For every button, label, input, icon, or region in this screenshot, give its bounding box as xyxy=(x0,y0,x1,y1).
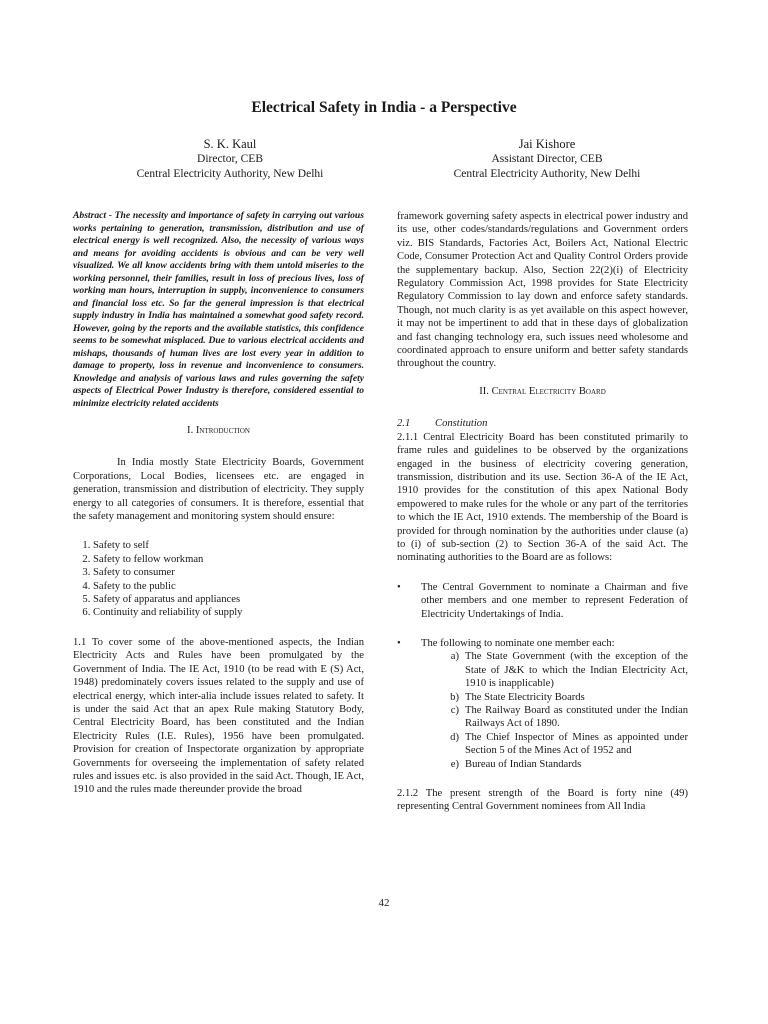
section-heading-introduction: I. Introduction xyxy=(187,425,250,436)
sub-item-letter: e) xyxy=(450,758,459,770)
sub-item-text: The Chief Inspector of Mines as appointed under Section 5 of the Mines Act of 1952 and xyxy=(465,731,688,757)
subsection-heading xyxy=(397,417,688,430)
safety-needs-list xyxy=(73,539,364,619)
list-item: 2. Safety to fellow workman xyxy=(93,553,364,566)
sub-item-text: The Railway Board as constituted under the Indian Railways Act of 1890. xyxy=(465,705,688,730)
sub-list-item xyxy=(421,731,688,758)
nominating-authorities-list xyxy=(397,581,688,771)
author-org: Central Electricity Authority, New Delhi xyxy=(136,168,324,180)
sub-item-letter: b) xyxy=(450,691,459,703)
author-org: Central Electricity Authority, New Delhi xyxy=(453,168,641,180)
sub-item-letter: c) xyxy=(450,705,459,716)
sub-list-item xyxy=(421,650,688,690)
list-item: 1. Safety to self xyxy=(93,539,364,552)
bullet-text: The following to nominate one member each: xyxy=(421,637,615,649)
author-block-1 xyxy=(80,137,380,182)
section-heading-central-electricity-board: II. Central Electricity Board xyxy=(479,385,606,397)
subsection-title: Constitution xyxy=(435,418,488,430)
sub-list-item xyxy=(421,691,688,704)
right-column xyxy=(397,210,688,814)
sub-list-item xyxy=(421,704,688,731)
continued-paragraph: framework governing safety aspects in electrical power industry and its use, other codes/standards/regulations and Government orders viz. BIS Standards, Factories Act, Boilers Act, National Electric Code, Consumer Protection Act and Quality Control Orders provide the supplementary backup. Also, Section 22(2)(i) of Electricity Regulatory Commission Act, 1998 provides for State Electricity Regulatory Commission to lay down and enforce safety standards. Though, not much clarity is as yet available on this aspect however, it may not be impertinent to add that in these days of globalization and fast changing technology era, such issues need wholesome and coordinated approach to ensure uniform and better safety standards throughout the country. xyxy=(397,211,688,370)
sub-list xyxy=(421,650,688,771)
bullet-icon: • xyxy=(397,581,401,593)
author-name: S. K. Kaul xyxy=(203,137,257,151)
list-item: 4. Safety to the public xyxy=(93,580,364,593)
list-item xyxy=(397,637,688,771)
author-block-2 xyxy=(400,137,694,182)
author-name: Jai Kishore xyxy=(518,137,576,151)
author-role: Director, CEB xyxy=(197,153,263,165)
sub-item-text: The State Electricity Boards xyxy=(465,691,585,703)
intro-paragraph: In India mostly State Electricity Boards, Government Corporations, Local Bodies, licensees etc. are engaged in generation, transmission and distribution of electricity. They supply energy to all categories of consumers. It is therefore, essential that the safety management and monitoring system should ensure: xyxy=(73,457,364,523)
sub-list-item xyxy=(421,758,688,771)
bullet-icon: • xyxy=(397,637,401,649)
bullet-body xyxy=(421,637,688,771)
abstract: Abstract - The necessity and importance of safety in carrying out various works pertaining to generation, transmission, distribution and use of electrical energy is well recognized. Also, the necessity of various ways and means for avoiding accidents is obvious and can be very well visualized. We all know accidents bring with them untold miseries to the working personnel, their families, result in loss of precious lives, loss of working man hours, interruption in supply, inconvenience to consumers and financial loss etc. So far the general impression is that electrical supply industry in India has maintained a somewhat good safety record. However, going by the reports and the available statistics, this confidence seems to be somewhat misplaced. Due to various electrical accidents and mishaps, thousands of human lives are lost every year in addition to damage to property, loss in revenue and inconvenience to consumers. Knowledge and analysis of various laws and rules governing the safety aspects of Electrical Power Industry is therefore, considered essential to minimize electricity related accidents xyxy=(73,210,364,409)
paragraph-1-1: 1.1 To cover some of the above-mentioned aspects, the Indian Electricity Acts and Rules have been promulgated by the Government of India. The IE Act, 1910 (to be read with E (S) Act, 1948) predominately covers issues related to the supply and use of electrical energy, which inter-alia include issues related to safety. It is under the said Act that an apex Rule making Statutory Body, Central Electricity Board, has been constituted and the Indian Electricity Rules (I.E. Rules), 1956 have been promulgated. Provision for creation of Inspectorate organization by appropriate Governments for overseeing the implementation of safety related rules and issues etc. is also provided in the said Act. Though, IE Act, 1910 and the rules made thereunder provide the broad xyxy=(73,636,364,796)
page-number: 42 xyxy=(378,897,390,909)
paper-title: Electrical Safety in India - a Perspective xyxy=(251,99,517,116)
list-item xyxy=(397,581,688,621)
list-item: 3. Safety to consumer xyxy=(93,566,364,579)
sub-item-letter: d) xyxy=(450,731,459,743)
subsection-number: 2.1 xyxy=(397,418,411,430)
sub-item-text: Bureau of Indian Standards xyxy=(465,758,582,770)
left-column xyxy=(73,210,364,797)
list-item: 5. Safety of apparatus and appliances xyxy=(93,593,364,606)
author-role: Assistant Director, CEB xyxy=(491,153,603,165)
list-item: 6. Continuity and reliability of supply xyxy=(93,606,364,619)
paragraph-2-1-2: 2.1.2 The present strength of the Board is forty nine (49) representing Central Government nominees from All India xyxy=(397,788,688,813)
bullet-text: The Central Government to nominate a Chairman and five other members and one member to represent Federation of Electricity Undertakings of India. xyxy=(421,581,688,620)
sub-item-text: The State Government (with the exception of the State of J&K to which the Indian Electricity Act, 1910 is inapplicable) xyxy=(465,651,688,690)
paragraph-2-1-1: 2.1.1 Central Electricity Board has been constituted primarily to frame rules and guidelines to be observed by the organizations engaged in the business of electricity covering generation, transmission, distribution and its use. Section 36-A of the IE Act, 1910 provides for the constitution of this apex National Body empowered to make rules for the whole or any part of the territories to which the IE Act, 1910 extends. The membership of the Board is provided for through nomination by the authorities under clause (a) to (i) of sub-section (2) to Section 36-A of the said Act. The nominating authorities to the Board are as follows: xyxy=(397,431,688,564)
sub-item-letter: a) xyxy=(450,651,459,663)
